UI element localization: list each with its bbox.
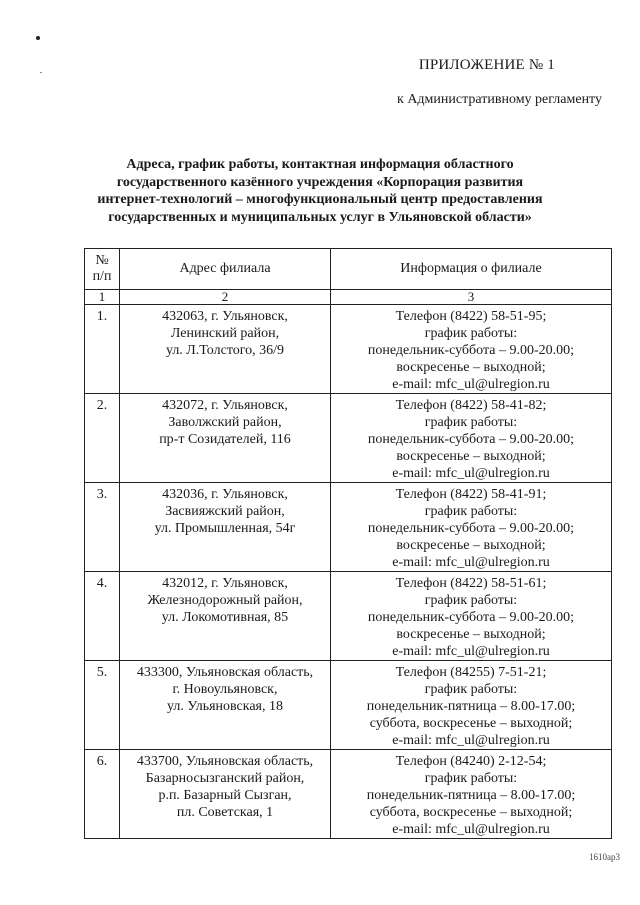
info-line: Телефон (84255) 7-51-21; — [395, 665, 547, 680]
branch-info — [331, 661, 612, 750]
header-number-line: № — [95, 253, 109, 268]
column-number: 3 — [331, 290, 612, 305]
address-line: Базарносызганский район, — [145, 771, 305, 786]
table-row — [85, 305, 612, 394]
address-line: ул. Ульяновская, 18 — [167, 699, 283, 714]
branch-address — [120, 750, 331, 839]
document-code: 1610ар3 — [589, 852, 620, 862]
info-line: понедельник-пятница – 8.00-17.00; — [366, 699, 576, 714]
info-line: воскресенье – выходной; — [396, 449, 546, 464]
info-line: воскресенье – выходной; — [396, 538, 546, 553]
address-line: 433300, Ульяновская область, — [136, 665, 314, 680]
info-line: e-mail: mfc_ul@ulregion.ru — [392, 466, 550, 481]
table-row — [85, 572, 612, 661]
info-line: суббота, воскресенье – выходной; — [369, 716, 573, 731]
info-line: Телефон (8422) 58-41-82; — [395, 398, 547, 413]
info-line: понедельник-суббота – 9.00-20.00; — [367, 521, 575, 536]
branch-address — [120, 572, 331, 661]
info-line: e-mail: mfc_ul@ulregion.ru — [392, 822, 550, 837]
title-line: государственных и муниципальных услуг в Ульяновской области» — [108, 209, 532, 225]
address-line: г. Новоульяновск, — [172, 682, 278, 697]
table-row — [85, 394, 612, 483]
title-line: интернет-технологий – многофункциональный центр предоставления — [97, 192, 543, 207]
row-number: 4. — [85, 572, 120, 661]
row-number: 5. — [85, 661, 120, 750]
address-line: Заволжский район, — [168, 415, 282, 430]
appendix-label: ПРИЛОЖЕНИЕ № 1 — [418, 57, 555, 73]
address-line: Ленинский район, — [170, 326, 280, 341]
column-number-row — [85, 290, 612, 305]
table-row — [85, 483, 612, 572]
title-line: государственного казённого учреждения «Корпорация развития — [116, 174, 524, 190]
info-line: график работы: — [424, 326, 518, 341]
table-row — [85, 661, 612, 750]
branches-table — [84, 248, 612, 839]
row-number: 6. — [85, 750, 120, 839]
info-line: Телефон (84240) 2-12-54; — [395, 754, 547, 769]
address-line: пл. Советская, 1 — [176, 805, 274, 820]
bullet-mark — [36, 36, 40, 40]
info-line: график работы: — [424, 504, 518, 519]
info-line: понедельник-суббота – 9.00-20.00; — [367, 610, 575, 625]
info-line: график работы: — [424, 682, 518, 697]
branch-info — [331, 394, 612, 483]
branch-info — [331, 572, 612, 661]
address-line: Засвияжский район, — [165, 504, 285, 519]
row-number: 1. — [85, 305, 120, 394]
branch-address — [120, 394, 331, 483]
branch-address — [120, 305, 331, 394]
info-line: воскресенье – выходной; — [396, 360, 546, 375]
address-line: 432012, г. Ульяновск, — [162, 576, 288, 591]
info-line: понедельник-пятница – 8.00-17.00; — [366, 788, 576, 803]
info-line: Телефон (8422) 58-51-61; — [395, 576, 547, 591]
info-line: e-mail: mfc_ul@ulregion.ru — [392, 555, 550, 570]
table-row — [85, 750, 612, 839]
row-number: 2. — [85, 394, 120, 483]
address-line: Железнодорожный район, — [147, 593, 303, 608]
address-line: ул. Локомотивная, 85 — [161, 610, 289, 625]
info-line: суббота, воскресенье – выходной; — [369, 805, 573, 820]
scan-speck — [40, 72, 42, 73]
info-line: e-mail: mfc_ul@ulregion.ru — [392, 377, 550, 392]
branch-address — [120, 483, 331, 572]
info-line: Телефон (8422) 58-41-91; — [395, 487, 547, 502]
document-title — [70, 156, 570, 226]
branch-address — [120, 661, 331, 750]
address-line: пр-т Созидателей, 116 — [159, 432, 291, 447]
table-header-row — [85, 249, 612, 290]
info-line: e-mail: mfc_ul@ulregion.ru — [392, 644, 550, 659]
regulation-reference: к Административному регламенту — [397, 92, 602, 107]
header-number-line: п/п — [92, 269, 112, 284]
address-line: 433700, Ульяновская область, — [136, 754, 314, 769]
column-number: 2 — [120, 290, 331, 305]
info-line: Телефон (8422) 58-51-95; — [395, 309, 547, 324]
address-line: 432063, г. Ульяновск, — [162, 309, 288, 324]
address-line: 432036, г. Ульяновск, — [162, 487, 288, 502]
info-line: понедельник-суббота – 9.00-20.00; — [367, 343, 575, 358]
branch-info — [331, 305, 612, 394]
row-number: 3. — [85, 483, 120, 572]
info-line: график работы: — [424, 593, 518, 608]
info-line: e-mail: mfc_ul@ulregion.ru — [392, 733, 550, 748]
info-line: воскресенье – выходной; — [396, 627, 546, 642]
branch-info — [331, 750, 612, 839]
header-number — [85, 249, 120, 290]
address-line: р.п. Базарный Сызган, — [158, 788, 292, 803]
header-info: Информация о филиале — [331, 249, 612, 290]
info-line: понедельник-суббота – 9.00-20.00; — [367, 432, 575, 447]
branch-info — [331, 483, 612, 572]
address-line: ул. Л.Толстого, 36/9 — [165, 343, 285, 358]
address-line: ул. Промышленная, 54г — [154, 521, 296, 536]
address-line: 432072, г. Ульяновск, — [162, 398, 288, 413]
column-number: 1 — [85, 290, 120, 305]
title-line: Адреса, график работы, контактная информация областного — [126, 157, 514, 172]
info-line: график работы: — [424, 415, 518, 430]
header-address: Адрес филиала — [120, 249, 331, 290]
info-line: график работы: — [424, 771, 518, 786]
